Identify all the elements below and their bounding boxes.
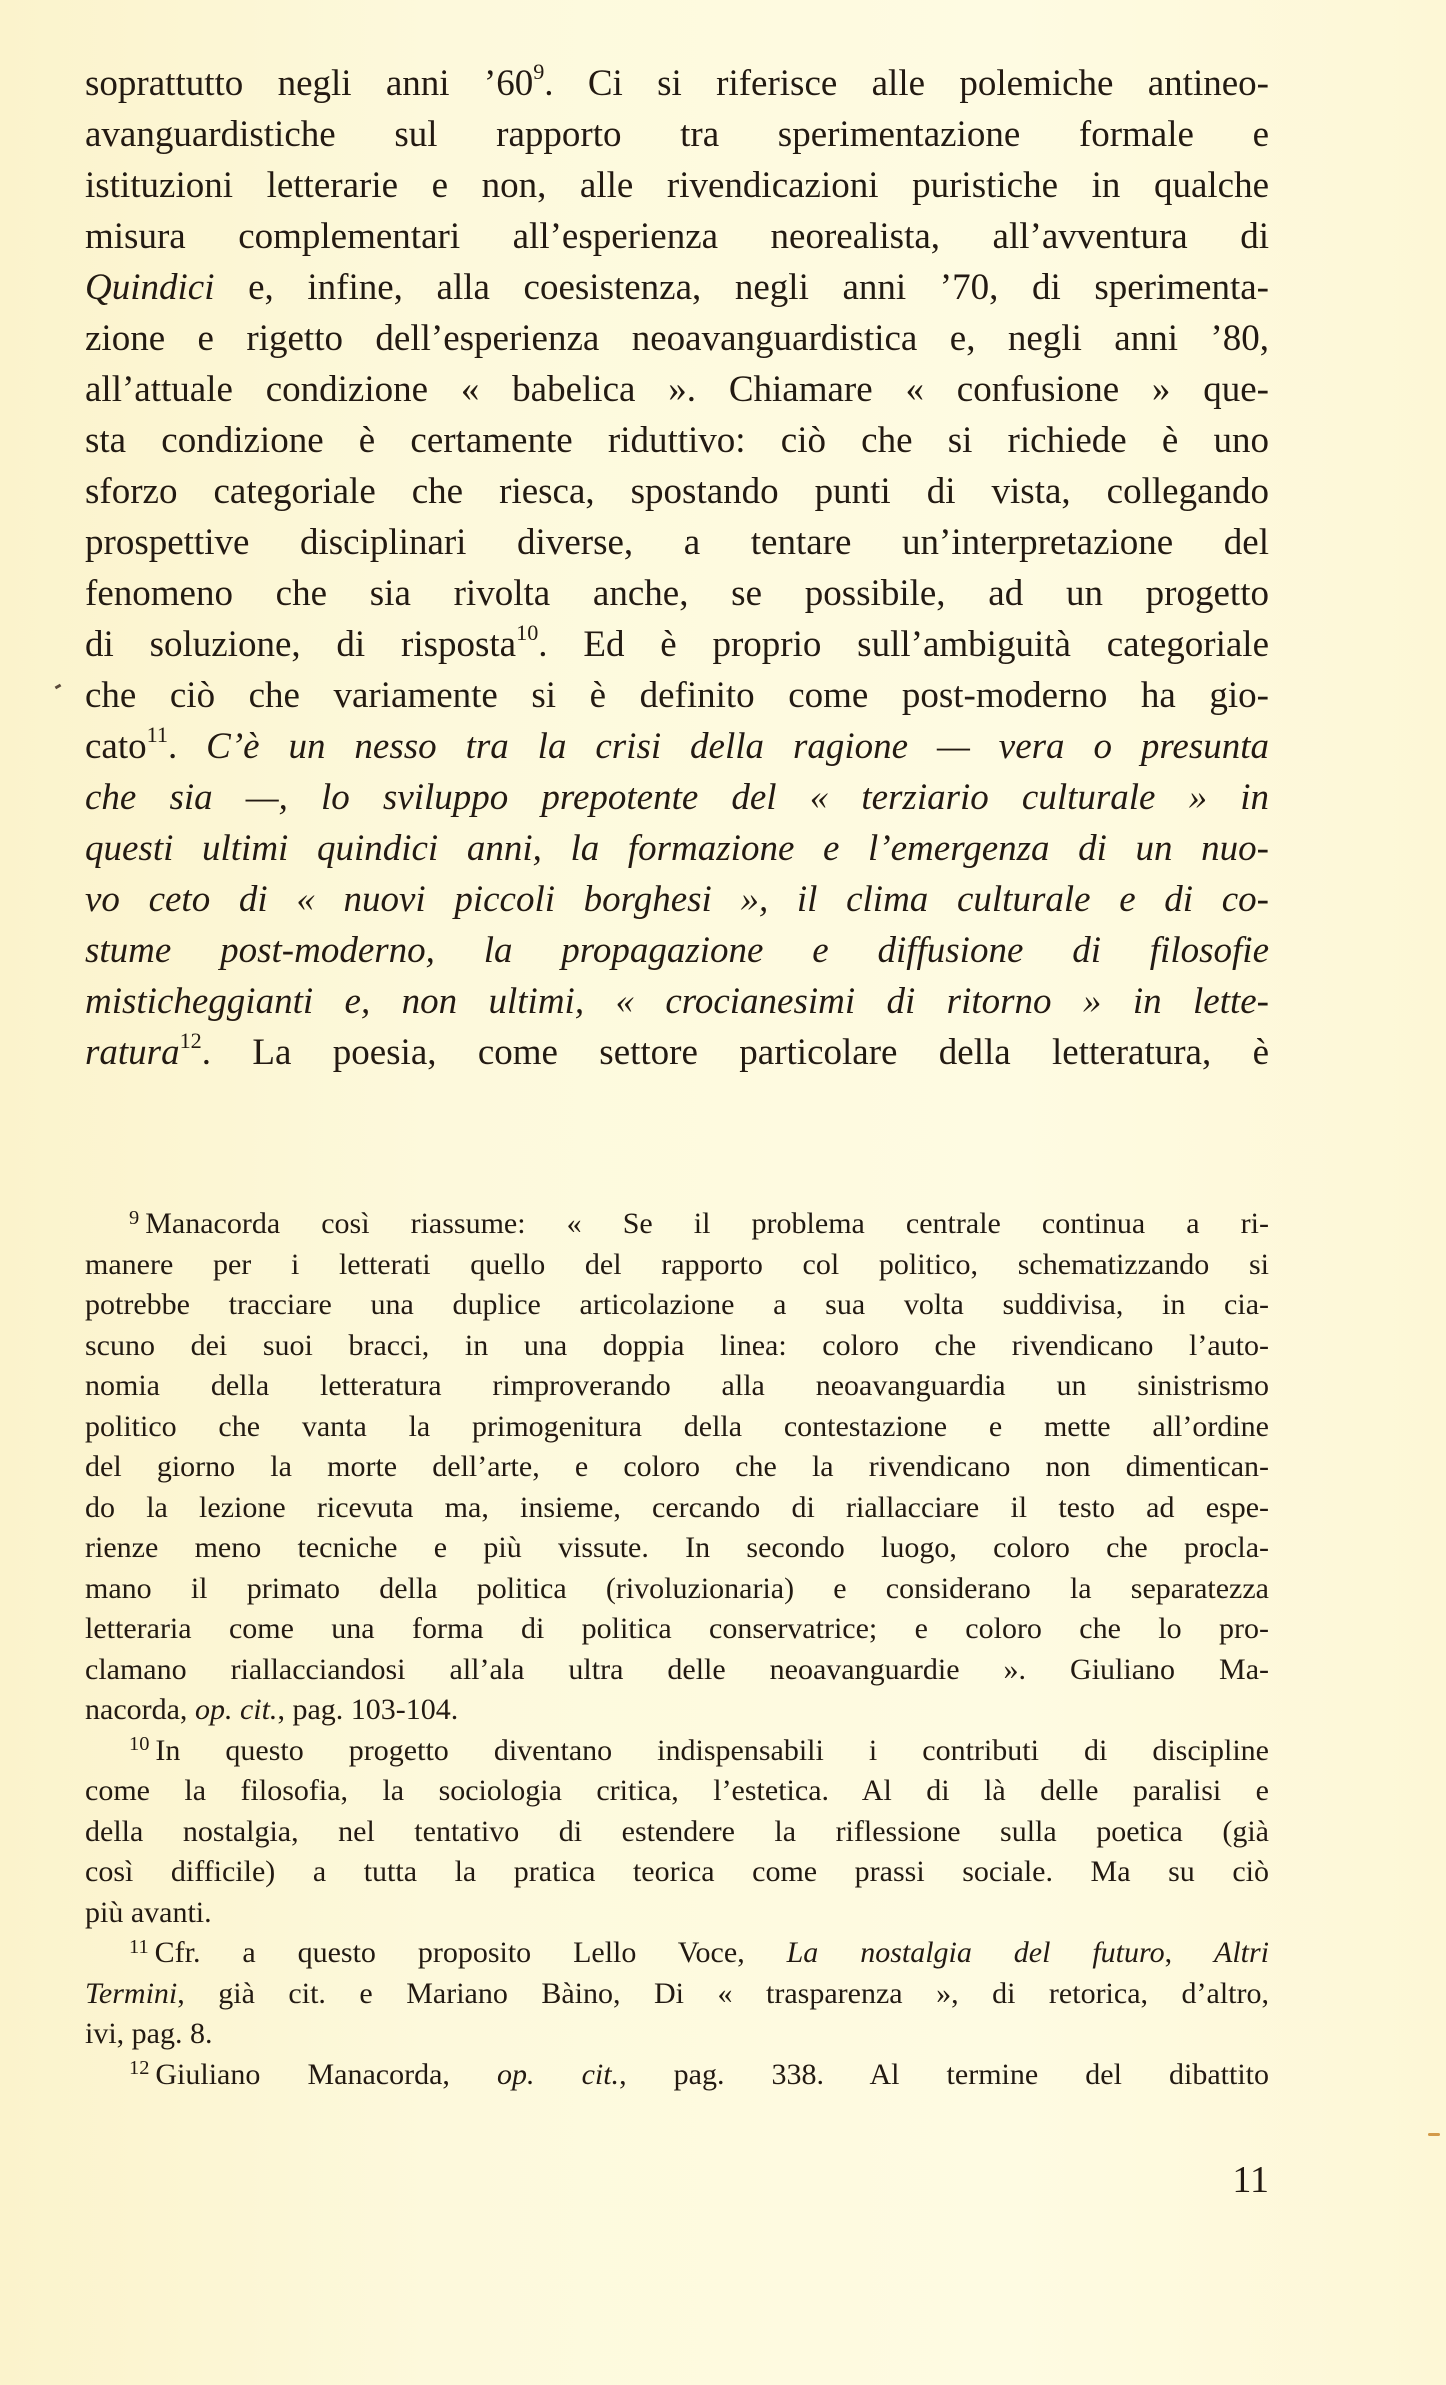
footnote-line [85, 1488, 1269, 1529]
text-line [85, 466, 1269, 517]
footnote-line [85, 1974, 1269, 2015]
text-run: rienze meno tecniche e più vissute. In secondo luogo, coloro che procla- [85, 1531, 1269, 1564]
footnote-line [85, 1407, 1269, 1448]
text-run: soprattutto negli anni ’60 [85, 63, 534, 104]
footnote-number: 12 [129, 2057, 150, 2080]
text-line [85, 109, 1269, 160]
footnote-line [85, 1285, 1269, 1326]
text-run: zione e rigetto dell’esperienza neoavanguardistica e, negli anni ’80, [85, 318, 1269, 359]
text-run: nacorda, [85, 1693, 195, 1726]
italic-run: C’è un nesso tra la crisi della ragione — vera o presunta [206, 726, 1270, 767]
text-line [85, 262, 1269, 313]
italic-run: vo ceto di « nuovi piccoli borghesi », il clima culturale e di co- [85, 879, 1269, 920]
footnote-line [85, 1528, 1269, 1569]
footnote-line [85, 1245, 1269, 1286]
text-run: che ciò che variamente si è definito come post-moderno ha gio- [85, 675, 1269, 716]
text-line [85, 925, 1269, 976]
text-line [85, 772, 1269, 823]
text-run: potrebbe tracciare una duplice articolazione a sua volta suddivisa, in cia- [85, 1288, 1269, 1321]
text-line [85, 976, 1269, 1027]
text-run: misura complementari all’esperienza neorealista, all’avventura di [85, 216, 1269, 257]
text-run: . Ed è proprio sull’ambiguità categoriale [538, 624, 1269, 665]
text-line [85, 670, 1269, 721]
text-run: scuno dei suoi bracci, in una doppia linea: coloro che rivendicano l’auto- [85, 1328, 1269, 1362]
italic-run: op. cit. [496, 2057, 620, 2091]
text-line [85, 568, 1269, 619]
text-line [85, 415, 1269, 466]
footnote-number: 10 [129, 1733, 150, 1756]
footnote-line [85, 1690, 1269, 1731]
text-line [85, 619, 1269, 670]
footnote-ref: 10 [516, 620, 539, 646]
footnote-line [85, 1447, 1269, 1488]
text-run: prospettive disciplinari diverse, a tentare un’interpretazione del [85, 522, 1269, 563]
text-run: . Ci si riferisce alle polemiche antineo- [544, 63, 1269, 104]
text-run: così difficile) a tutta la pratica teorica come prassi sociale. Ma su ciò [85, 1855, 1269, 1888]
text-run: manere per i letterati quello del rapporto col politico, schematizzando si [85, 1247, 1269, 1281]
text-run: nomia della letteratura rimproverando alla neoavanguardia un sinistrismo [85, 1369, 1269, 1402]
italic-run: Quindici [85, 267, 215, 308]
text-run: , [1164, 1936, 1215, 1969]
text-run: di soluzione, di risposta [85, 624, 517, 665]
text-run: più avanti. [85, 1895, 212, 1929]
text-run: fenomeno che sia rivolta anche, se possibile, ad un progetto [85, 573, 1269, 614]
footnote-number: 11 [129, 1935, 149, 1958]
text-line [85, 517, 1269, 568]
footnote-ref: 12 [179, 1028, 202, 1054]
footnote-line [85, 1852, 1269, 1893]
footnote-line [85, 1326, 1269, 1367]
text-line [85, 313, 1269, 364]
italic-run: stume post-moderno, la propagazione e diffusione di filosofie [85, 930, 1269, 971]
text-run: istituzioni letterarie e non, alle rivendicazioni puristiche in qualche [85, 165, 1269, 206]
text-line [85, 721, 1269, 772]
footnote-line [85, 2055, 1269, 2096]
text-run: della nostalgia, nel tentativo di estendere la riflessione sulla poetica (già [85, 1814, 1269, 1848]
text-run: avanguardistiche sul rapporto tra sperimentazione formale e [85, 114, 1269, 155]
text-run: Giuliano Manacorda, [155, 2057, 497, 2091]
edge-mark [1428, 2133, 1440, 2136]
footnote-line [85, 1933, 1269, 1974]
text-line [85, 160, 1269, 211]
text-run: all’attuale condizione « babelica ». Chiamare « confusione » que- [85, 369, 1269, 410]
footnote-line [85, 1650, 1269, 1691]
italic-run: ratura [85, 1032, 180, 1073]
text-run: sta condizione è certamente riduttivo: ciò che si richiede è uno [85, 420, 1269, 461]
italic-run: che sia —, lo sviluppo prepotente del « terziario culturale » in [85, 777, 1269, 818]
italic-run: questi ultimi quindici anni, la formazione e l’emergenza di un nuo- [85, 828, 1269, 869]
text-line [85, 874, 1269, 925]
text-run: , pag. 338. Al termine del dibattito [619, 2057, 1269, 2091]
text-run: ivi, pag. 8. [85, 2017, 213, 2050]
text-run: Manacorda così riassume: « Se il problema centrale continua a ri- [145, 1207, 1269, 1240]
text-run: . La poesia, come settore particolare della letteratura, è [201, 1032, 1269, 1073]
italic-run: misticheggianti e, non ultimi, « crocianesimi di ritorno » in lette- [85, 981, 1269, 1022]
italic-run: op. cit. [194, 1693, 278, 1726]
italic-run: Altri [1214, 1936, 1270, 1969]
text-run: clamano riallacciandosi all’ala ultra delle neoavanguardie ». Giuliano Ma- [85, 1652, 1269, 1686]
margin-mark [55, 684, 62, 690]
text-run: In questo progetto diventano indispensabili i contributi di discipline [155, 1733, 1269, 1767]
text-run: come la filosofia, la sociologia critica, l’estetica. Al di là delle paralisi e [85, 1774, 1269, 1807]
text-line [85, 823, 1269, 874]
text-run: , pag. 103-104. [277, 1693, 459, 1726]
footnote-line [85, 1569, 1269, 1610]
italic-run: La nostalgia del futuro [786, 1936, 1165, 1969]
text-line [85, 58, 1269, 109]
footnote-line [85, 2014, 1269, 2055]
page-number: 11 [1232, 2159, 1269, 2201]
text-run: politico che vanta la primogenitura della contestazione e mette all’ordine [85, 1409, 1269, 1443]
text-run: do la lezione ricevuta ma, insieme, cercando di riallacciare il testo ad espe- [85, 1490, 1269, 1524]
text-line [85, 364, 1269, 415]
text-run: cato [85, 726, 147, 767]
footnote-ref: 11 [146, 722, 168, 748]
footnote-line [85, 1204, 1269, 1245]
italic-run: Termini [85, 1976, 178, 2010]
text-run: mano il primato della politica (rivoluzionaria) e considerano la separatezza [85, 1571, 1269, 1605]
footnote-line [85, 1812, 1269, 1853]
main-text [85, 58, 1269, 1078]
text-run: sforzo categoriale che riesca, spostando punti di vista, collegando [85, 471, 1269, 512]
text-run: . [168, 726, 207, 767]
text-run: del giorno la morte dell’arte, e coloro che la rivendicano non dimentican- [85, 1450, 1269, 1483]
text-run: letteraria come una forma di politica conservatrice; e coloro che lo pro- [85, 1612, 1269, 1645]
footnote-line [85, 1893, 1269, 1934]
text-run: Cfr. a questo proposito Lello Voce, [154, 1936, 787, 1969]
footnote-number: 9 [129, 1206, 140, 1229]
footnote-line [85, 1366, 1269, 1407]
footnote-line [85, 1771, 1269, 1812]
footnote-line [85, 1731, 1269, 1772]
text-line [85, 211, 1269, 262]
text-line [85, 1027, 1269, 1078]
footnote-line [85, 1609, 1269, 1650]
footnote-ref: 9 [533, 59, 545, 85]
text-run: , già cit. e Mariano Bàino, Di « trasparenza », di retorica, d’altro, [177, 1976, 1269, 2010]
text-run: e, infine, alla coesistenza, negli anni ’70, di sperimenta- [214, 267, 1269, 308]
footnotes [85, 1204, 1269, 2095]
